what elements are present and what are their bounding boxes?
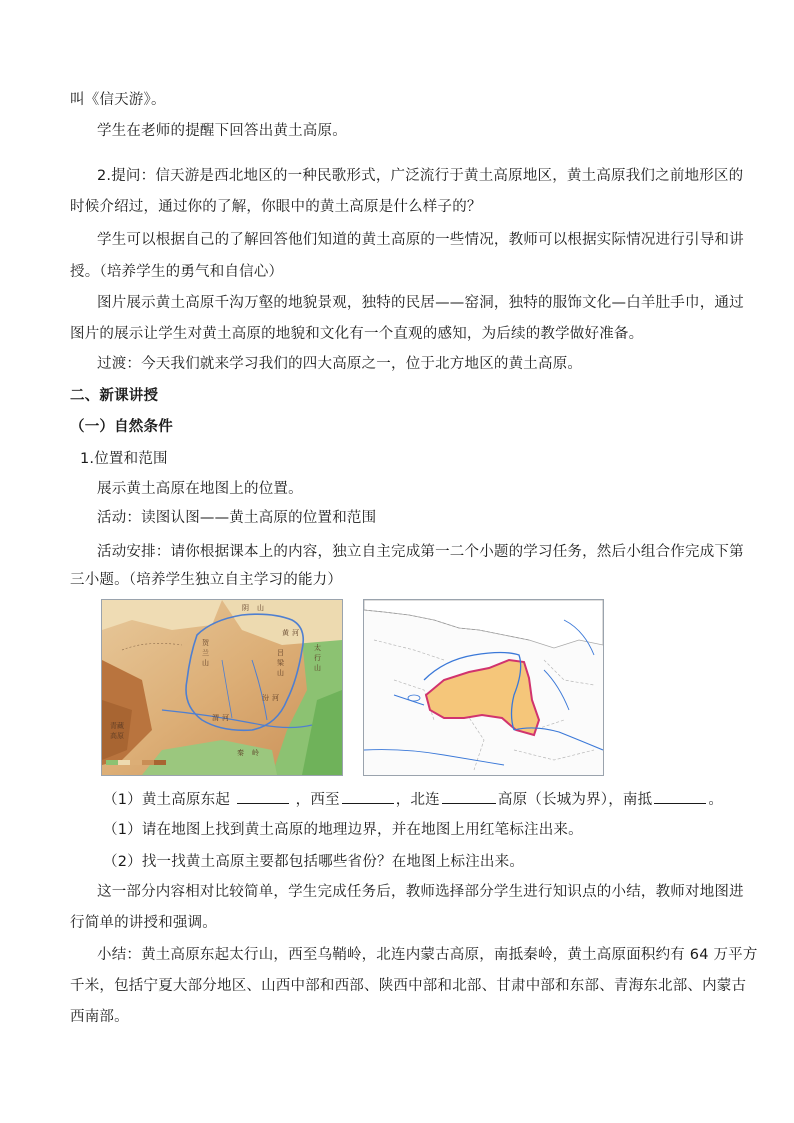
map-label: 梁 [277, 659, 284, 667]
map-label: 山 [314, 664, 321, 672]
map-label: 行 [314, 654, 321, 662]
question-text: ，西至 [295, 792, 340, 808]
paragraph: 活动：读图认图——黄土高原的位置和范围 [97, 510, 377, 526]
subsection-heading: （一）自然条件 [70, 419, 173, 435]
map-label: 阴 [242, 604, 249, 612]
physical-map-graphic [102, 600, 342, 775]
map-label: 高原 [110, 732, 124, 740]
section-heading: 二、新课讲授 [70, 388, 159, 404]
paragraph: 图片的展示让学生对黄土高原的地貌和文化有一个直观的感知，为后续的教学做好准备。 [70, 326, 644, 342]
answer-blank[interactable] [654, 787, 706, 804]
map-label: 太 [314, 644, 321, 652]
question: （1）请在地图上找到黄土高原的地理边界，并在地图上用红笔标注出来。 [103, 822, 583, 838]
map-label: 青藏 [110, 722, 124, 730]
question-text: 。 [708, 792, 724, 808]
paragraph: 活动安排：请你根据课本上的内容，独立自主完成第一二个小题的学习任务，然后小组合作完成下第 [97, 544, 744, 560]
outline-map-figure [363, 599, 604, 776]
map-label: 汾 [262, 694, 269, 702]
physical-map-figure [101, 599, 343, 776]
topic-heading: 1.位置和范围 [80, 451, 168, 467]
map-label: 山 [202, 659, 209, 667]
map-label: 山 [277, 669, 284, 677]
map-label: 河 [222, 714, 229, 722]
paragraph: 行简单的讲授和强调。 [70, 915, 217, 931]
map-label: 山 [257, 604, 264, 612]
paragraph: 2.提问：信天游是西北地区的一种民歌形式，广泛流行于黄土高原地区，黄土高原我们之前地形区的 [97, 168, 744, 184]
map-label: 贺 [202, 639, 209, 647]
paragraph: 三小题。（培养学生独立自主学习的能力） [70, 572, 343, 588]
map-label: 河 [272, 694, 279, 702]
map-label: 兰 [202, 649, 209, 657]
map-label: 黄 [282, 629, 289, 637]
answer-blank[interactable] [342, 787, 394, 804]
paragraph: 学生在老师的提醒下回答出黄土高原。 [97, 123, 347, 139]
summary-paragraph: 千米，包括宁夏大部分地区、山西中部和西部、陕西中部和北部、甘肃中部和东部、青海东北部、内蒙古 [70, 978, 747, 994]
map-label: 秦 [237, 749, 244, 757]
summary-paragraph: 小结：黄土高原东起太行山，西至乌鞘岭，北连内蒙古高原，南抵秦岭，黄土高原面积约有 64 万平方 [97, 947, 758, 963]
paragraph: 展示黄土高原在地图上的位置。 [97, 481, 303, 497]
map-label: 渭 [212, 714, 219, 722]
paragraph: 叫《信天游》。 [70, 92, 166, 108]
fill-in-question [103, 785, 763, 815]
map-label: 吕 [277, 649, 284, 657]
question: （2）找一找黄土高原主要都包括哪些省份？在地图上标注出来。 [103, 854, 525, 870]
paragraph: 时候介绍过，通过你的了解，你眼中的黄土高原是什么样子的？ [70, 199, 482, 215]
question-text: 高原（长城为界），南抵 [497, 792, 653, 808]
outline-map-graphic [364, 600, 603, 775]
elevation-legend [106, 760, 166, 765]
paragraph: 授。（培养学生的勇气和自信心） [70, 264, 284, 280]
paragraph: 过渡：今天我们就来学习我们的四大高原之一，位于北方地区的黄土高原。 [97, 356, 583, 372]
loess-plateau-region [426, 660, 539, 735]
answer-blank[interactable] [442, 787, 496, 804]
paragraph: 图片展示黄土高原千沟万壑的地貌景观，独特的民居——窑洞，独特的服饰文化—白羊肚手巾，通过 [97, 295, 744, 311]
map-label: 岭 [252, 749, 259, 757]
summary-paragraph: 西南部。 [70, 1009, 129, 1025]
paragraph: 这一部分内容相对比较简单，学生完成任务后，教师选择部分学生进行知识点的小结，教师对地图进 [97, 884, 744, 900]
answer-blank[interactable] [237, 787, 289, 804]
paragraph: 学生可以根据自己的了解回答他们知道的黄土高原的一些情况，教师可以根据实际情况进行引导和讲 [97, 232, 744, 248]
question-text: （1）黄土高原东起 [103, 792, 231, 808]
map-label: 河 [292, 629, 299, 637]
question-text: ，北连 [395, 792, 440, 808]
